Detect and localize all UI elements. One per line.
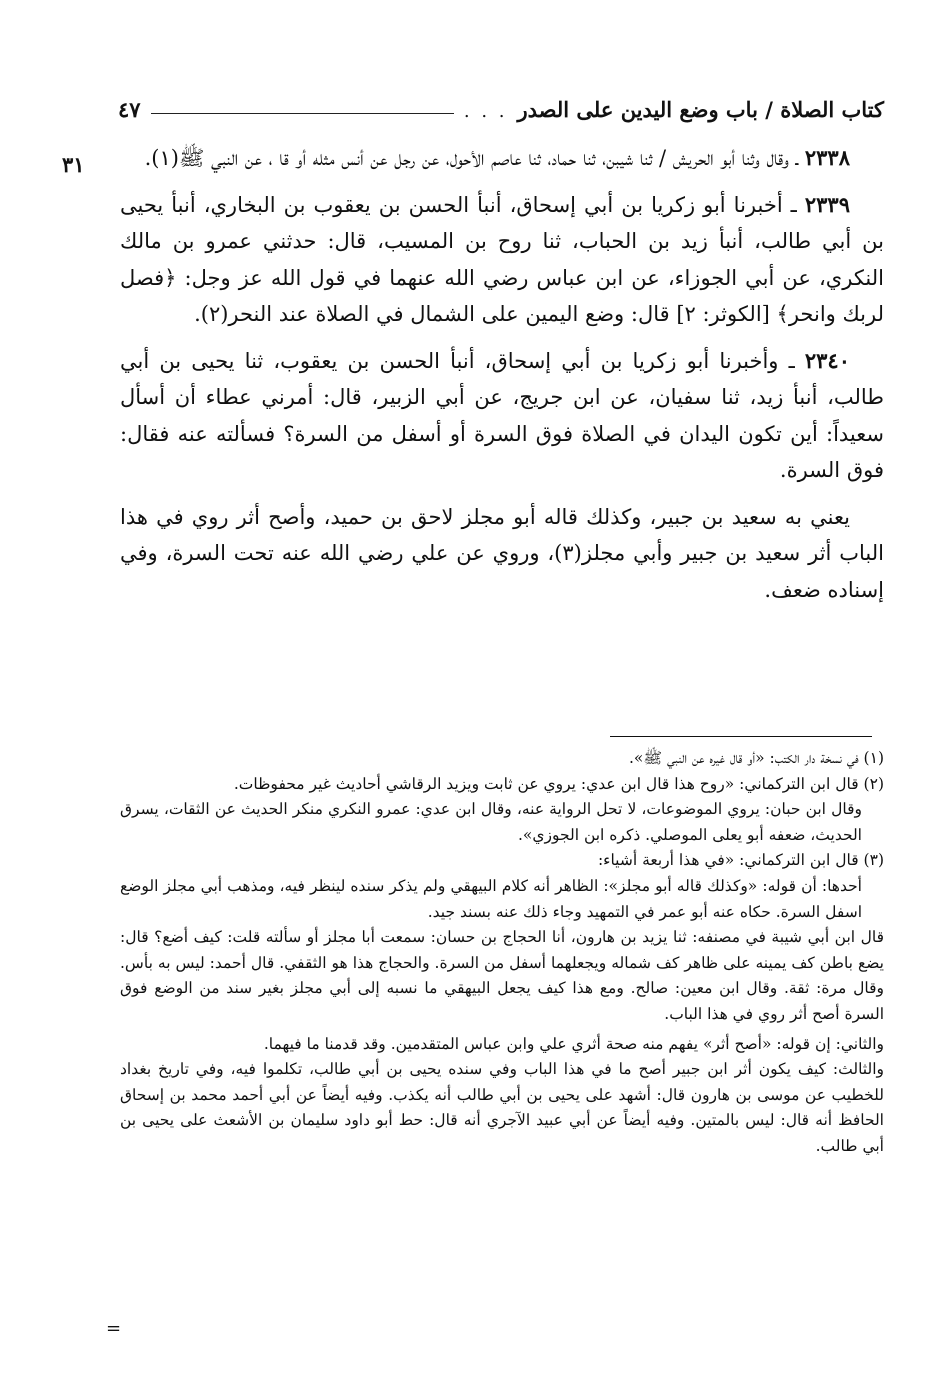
header-title: كتاب الصلاة / باب وضع اليدين على الصدر	[517, 97, 884, 122]
footnote: (١) في نسخة دار الكتب: «أو قال غيره عن النبي ﷺ».	[628, 749, 884, 767]
paragraph	[120, 140, 884, 177]
footnote-continuation: أحدها: أن قوله: «وكذلك قاله أبو مجلز»: الظاهر أنه كلام البيهقي ولم يذكر سنده لينظر فيه، ومذهب أبي مجلز الوضع اسفل السرة. حكاه عنه أبو عمر في التمهيد وجاء ذلك عنه بسند جيد.	[120, 876, 862, 921]
paragraph-text: ـ أخبرنا أبو زكريا بن أبي إسحاق، أنبأ الحسن بن يعقوب بن البخاري، أنبأ يحيى بن أبي طالب، أنبأ زيد بن الحباب، ثنا روح بن المسيب، قال: حدثني عمرو بن مالك النكري، عن أبي الجوزاء، عن ابن عباس رضي الله عنهما في قول الله عز وجل: ﴿فصل لربك وانحر﴾ [الكوثر: ٢] قال: وضع اليمين على الشمال في الصلاة عند النحر(٢).	[120, 192, 884, 326]
running-header	[118, 88, 884, 122]
paragraph	[120, 187, 884, 333]
header-rule	[151, 113, 454, 114]
hadith-number: ٢٣٣٩	[804, 191, 850, 217]
footnote-continuation: والثاني: إن قوله: «أصح أثر» يفهم منه صحة أثري علي وابن عباس المتقدمين. وقد قدمنا ما فيهما.	[263, 1034, 884, 1053]
footnote: (٣) قال ابن التركماني: «في هذا أربعة أشياء:	[597, 851, 884, 870]
hadith-number: ٢٣٣٨	[804, 145, 850, 170]
footnote: (٢) قال ابن التركماني: «روح هذا قال ابن عدي: يروي عن ثابت ويزيد الرقاشي أحاديث غير محفوظات.	[233, 774, 884, 793]
footnote-continuation: وقال ابن حبان: يروي الموضوعات، لا تحل الرواية عنه، وقال ابن عدي: عمرو النكري منكر الحديث عن الثقات، يسرق الحديث، ضعفه أبو يعلى الموصلي. ذكره ابن الجوزي».	[120, 800, 862, 844]
paragraph-text: ـ وأخبرنا أبو زكريا بن أبي إسحاق، أنبأ الحسن بن يعقوب، ثنا يحيى بن أبي طالب، أنبأ زيد، ثنا سفيان، عن ابن جريج، عن أبي الزبير، قال: أمرني عطاء أن أسأل سعيداً: أين تكون اليدان في الصلاة فوق السرة أو أسفل من السرة؟ فسألته عنه فقال: فوق السرة.	[120, 348, 884, 482]
page-number: ٤٧	[118, 97, 141, 122]
main-text	[120, 140, 884, 618]
footnote-continuation: والثالث: كيف يكون أثر ابن جبير أصح ما في هذا الباب وفي سنده يحيى بن أبي طالب، تكلموا فيه، وفي تاريخ بغداد للخطيب عن موسى بن هارون قال: أشهد على يحيى بن أبي طالب أنه يكذب. وفيه أيضاً عن أبي أحمد محمد بن إسحاق الحافظ أنه قال: ليس بالمتين. وفيه أيضاً عن أبي عبيد الآجري أنه قال: حط أبو داود سليمان بن الأشعث على يحيى بن أبي طالب.	[120, 1060, 884, 1155]
paragraph	[120, 343, 884, 489]
header-dots: . . .	[463, 101, 508, 122]
paragraph-text: ـ وقال وثنا أبو الحريش / ثنا شيبن، ثنا حماد، ثنا عاصم الأحول، عن رجل عن أنس مثله أو قا ، عن النبي ﷺ(١).	[144, 146, 805, 170]
footnotes	[120, 746, 884, 1160]
paragraph-text: يعني به سعيد بن جبير، وكذلك قاله أبو مجلز لاحق بن حميد، وأصح أثر روي في هذا الباب أثر سعيد بن جبير وأبي مجلز(٣)، وروي عن علي رضي الله عنه تحت السرة، وفي إسناده ضعف.	[120, 504, 885, 602]
paragraph	[120, 499, 884, 609]
continuation-mark: =	[106, 1318, 122, 1339]
footnote-separator	[610, 736, 872, 737]
footnote-continuation: قال ابن أبي شيبة في مصنفه: ثنا يزيد بن هارون، أنا الحجاج بن حسان: سمعت أبا مجلز أو سألته قلت: كيف أضع؟ قال: يضع باطن كف يمينه على ظاهر كف شماله ويجعلهما أسفل من السرة. والحجاج هذا هو الثقفي. قال أحمد: ليس به بأس. وقال مرة: ثقة. وقال ابن معين: صالح. ومع هذا كيف يجعل البيهقي ما نسبه إلى أبي مجلز بغير سند من الوضع فوق السرة أصح أثر روي في هذا الباب.	[120, 928, 884, 1023]
margin-number: ٣١	[62, 152, 85, 177]
hadith-number: ٢٣٤٠	[804, 347, 850, 373]
